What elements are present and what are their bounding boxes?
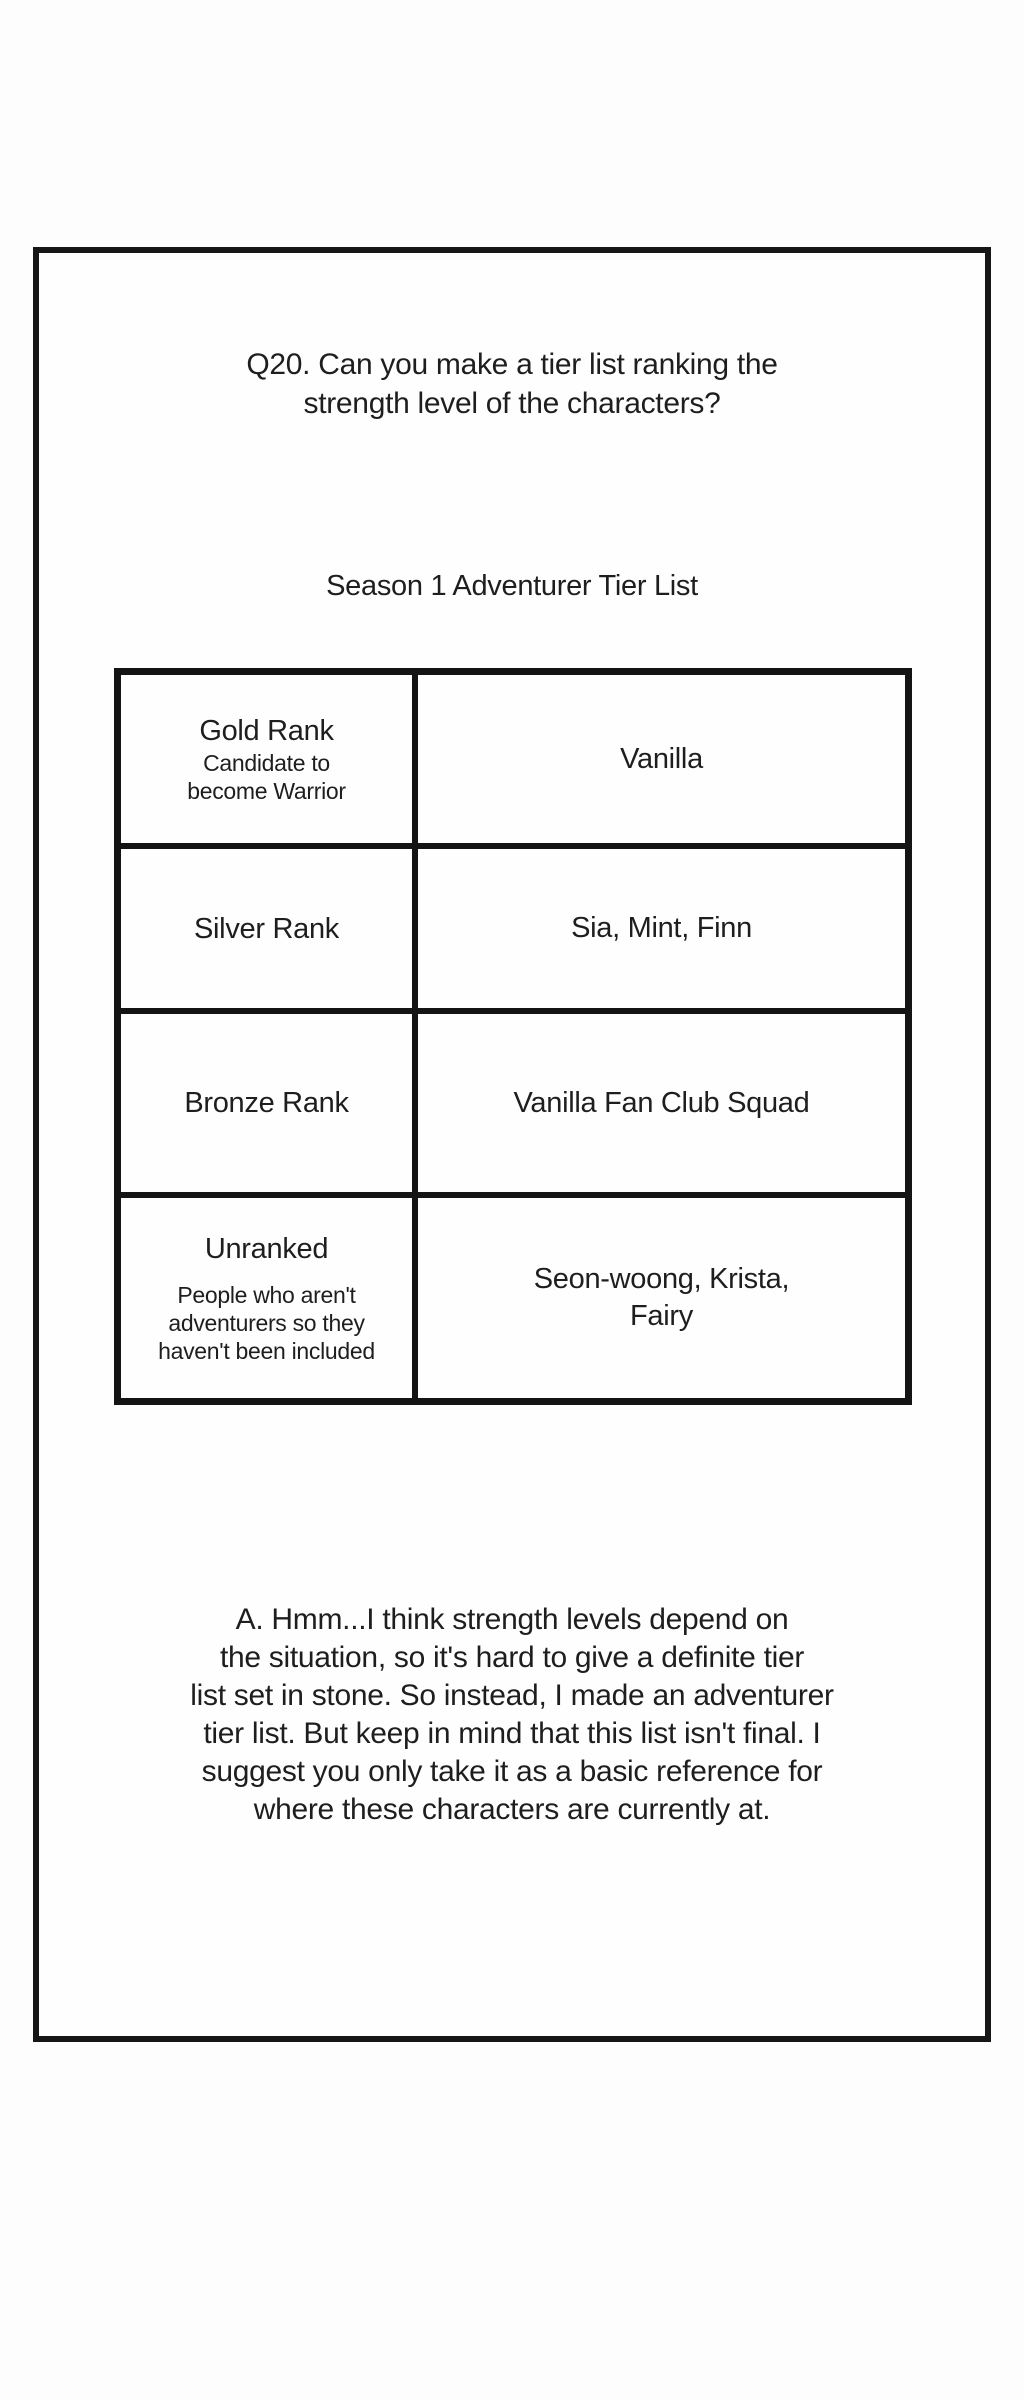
- members-line: Vanilla Fan Club Squad: [513, 1086, 810, 1119]
- rank-note-line: adventurers so they: [168, 1310, 365, 1336]
- members-cell-unranked: [418, 1198, 905, 1398]
- tier-table: [114, 668, 912, 1405]
- answer-text: [33, 1601, 991, 1829]
- answer-line: A. Hmm...I think strength levels depend on: [235, 1603, 789, 1636]
- question-title: [33, 345, 991, 423]
- members-line: Vanilla: [620, 742, 703, 775]
- question-line: strength level of the characters?: [303, 387, 721, 420]
- members-line: Seon-woong, Krista,: [533, 1263, 790, 1295]
- rank-note-line: haven't been included: [158, 1338, 375, 1364]
- rank-note-line: Candidate to: [203, 750, 330, 776]
- members-cell-gold: [418, 675, 905, 849]
- answer-line: the situation, so it's hard to give a definite tier: [219, 1641, 805, 1674]
- rank-label: Unranked: [204, 1233, 329, 1265]
- members-cell-bronze: [418, 1014, 905, 1198]
- rank-cell-gold: [121, 675, 418, 849]
- rank-label: Bronze Rank: [184, 1087, 349, 1119]
- tier-list-title: Season 1 Adventurer Tier List: [326, 570, 698, 602]
- members-line: Fairy: [630, 1300, 693, 1332]
- rank-note-line: become Warrior: [187, 778, 346, 804]
- members-line: Sia, Mint, Finn: [571, 912, 752, 944]
- rank-label: Gold Rank: [199, 715, 334, 747]
- rank-cell-bronze: [121, 1014, 418, 1198]
- rank-cell-silver: [121, 849, 418, 1014]
- members-cell-silver: [418, 849, 905, 1014]
- rank-note-line: People who aren't: [177, 1282, 356, 1308]
- rank-cell-unranked: [121, 1198, 418, 1398]
- answer-line: suggest you only take it as a basic reference for: [201, 1755, 823, 1788]
- answer-line: tier list. But keep in mind that this list isn't final. I: [203, 1717, 821, 1750]
- question-line: Q20. Can you make a tier list ranking the: [246, 348, 778, 381]
- answer-line: where these characters are currently at.: [253, 1793, 771, 1826]
- answer-line: list set in stone. So instead, I made an adventurer: [190, 1679, 834, 1712]
- rank-label: Silver Rank: [194, 912, 339, 945]
